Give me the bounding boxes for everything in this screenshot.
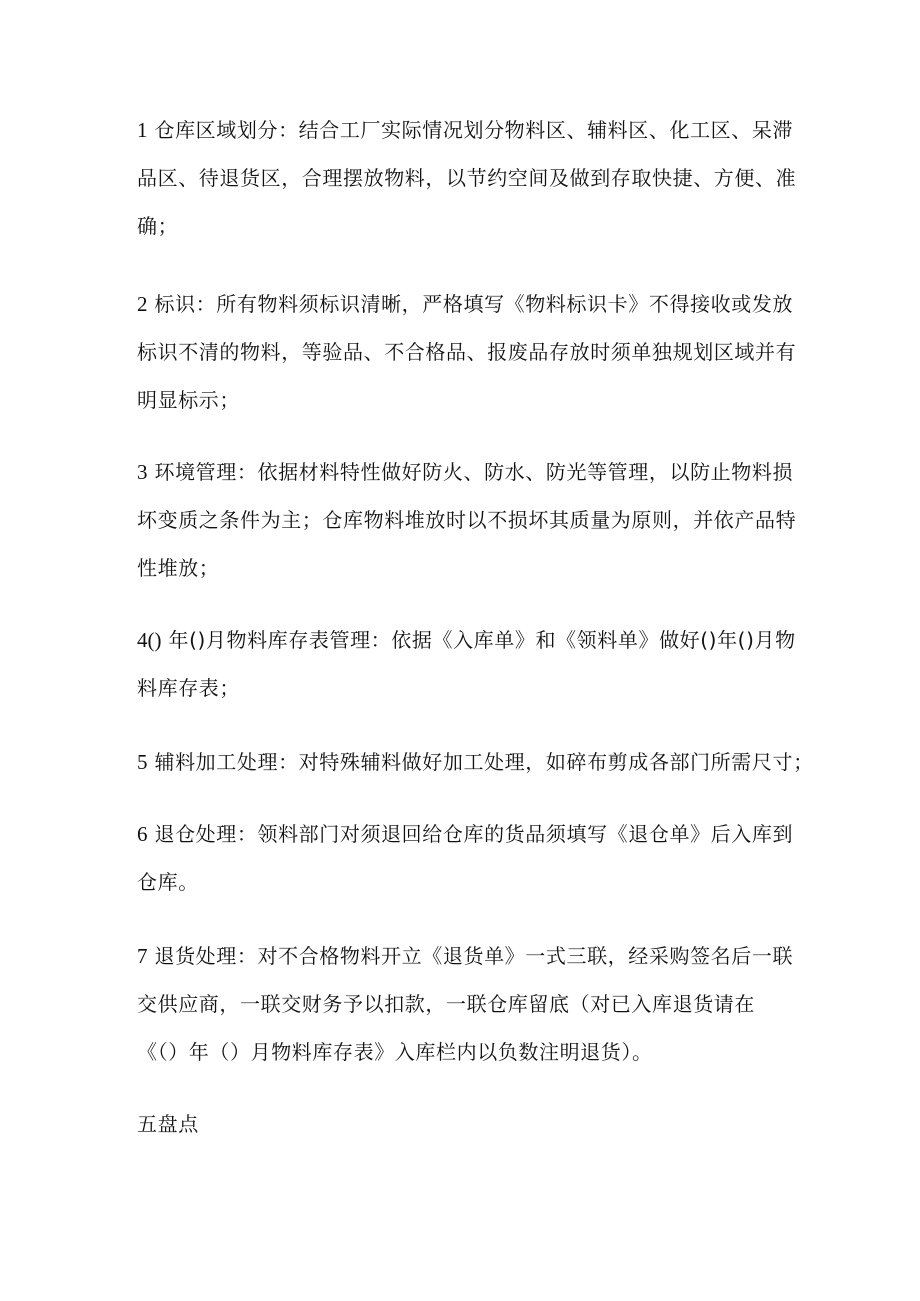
paragraph-line	[137, 810, 807, 858]
paragraph-line: 性堆放；	[137, 556, 220, 580]
item-number: 2	[137, 292, 148, 316]
line-text: 仓库区域划分：结合工厂实际情况划分物料区、辅料区、化工区、呆滞	[154, 118, 794, 142]
paragraph-line	[137, 448, 807, 496]
paragraph-line	[137, 738, 814, 786]
paragraph-line: 明显标示；	[137, 388, 240, 412]
line-text: 退货处理：对不合格物料开立《退货单》一式三联，经采购签名后一联	[154, 944, 794, 968]
line-text: 退仓处理：领料部门对须退回给仓库的货品须填写《退仓单》后入库到	[154, 822, 794, 846]
paragraph-line: 确；	[137, 214, 179, 238]
paragraph-identification	[137, 280, 807, 424]
paragraph-inventory-table	[137, 616, 807, 712]
line-text: 标识：所有物料须标识清晰，严格填写《物料标识卡》不得接收或发放	[154, 292, 794, 316]
item-number: 3	[137, 460, 148, 484]
paragraph-line: 仓库。	[137, 870, 199, 894]
line-text: 年()月物料库存表管理：依据《入库单》和《领料单》做好()年()月物	[168, 628, 796, 652]
paragraph-accessory-processing	[137, 738, 814, 786]
paragraph-line: 标识不清的物料，等验品、不合格品、报废品存放时须单独规划区域并有	[137, 340, 797, 364]
paragraph-line: 品区、待退货区，合理摆放物料，以节约空间及做到存取快捷、方便、准	[137, 166, 797, 190]
paragraph-line	[137, 280, 807, 328]
paragraph-environment-management	[137, 448, 807, 592]
paragraph-line: 交供应商，一联交财务予以扣款，一联仓库留底（对已入库退货请在	[137, 992, 755, 1016]
line-text: 环境管理：依据材料特性做好防火、防水、防光等管理，以防止物料损	[154, 460, 794, 484]
item-number: 7	[137, 944, 148, 968]
item-number: 6	[137, 822, 148, 846]
item-number: 4()	[137, 628, 162, 652]
paragraph-line: 《（）年（）月物料库存表》入库栏内以负数注明退货）。	[137, 1040, 653, 1064]
section-heading	[137, 1100, 807, 1148]
item-number: 5	[137, 750, 148, 774]
paragraph-line	[137, 616, 807, 664]
paragraph-return-to-warehouse	[137, 810, 807, 906]
paragraph-line	[137, 106, 807, 154]
paragraph-line: 坏变质之条件为主；仓库物料堆放时以不损坏其质量为原则，并依产品特	[137, 508, 797, 532]
paragraph-line	[137, 932, 807, 980]
paragraph-warehouse-zoning	[137, 106, 807, 250]
paragraph-line: 料库存表；	[137, 676, 240, 700]
section-heading-text: 五盘点	[137, 1112, 199, 1136]
paragraph-return-goods	[137, 932, 807, 1076]
item-number: 1	[137, 118, 148, 142]
line-text: 辅料加工处理：对特殊辅料做好加工处理，如碎布剪成各部门所需尺寸；	[154, 750, 814, 774]
